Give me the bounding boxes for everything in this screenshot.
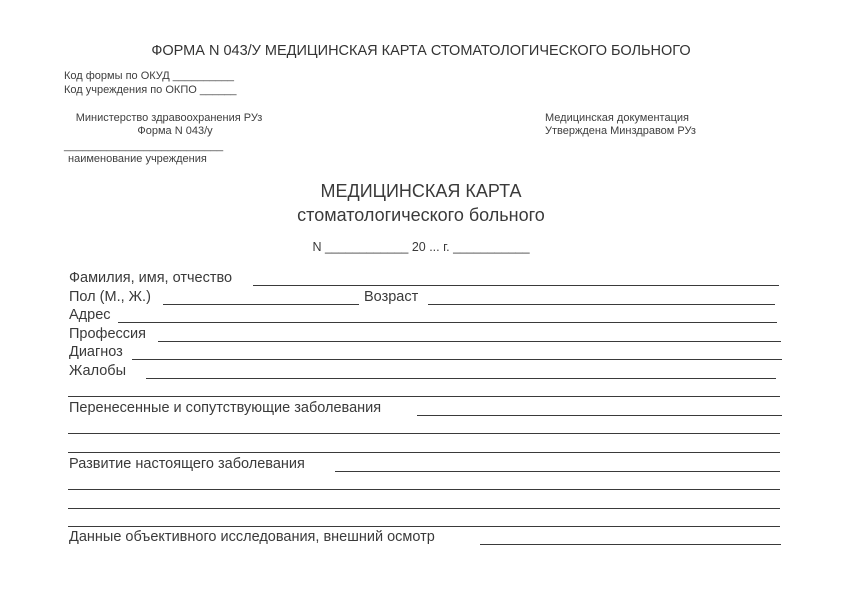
field-past-diseases-line[interactable] bbox=[417, 415, 782, 416]
okpo-code: Код учреждения по ОКПО ______ bbox=[64, 84, 237, 96]
field-complaints-extra-line[interactable] bbox=[68, 396, 780, 397]
field-fio-line[interactable] bbox=[253, 285, 779, 286]
page-title: ФОРМА N 043/У МЕДИЦИНСКАЯ КАРТА СТОМАТОЛОГИЧЕСКОГО БОЛЬНОГО bbox=[151, 43, 691, 59]
field-fio-label: Фамилия, имя, отчество bbox=[69, 270, 233, 286]
ministry-name: Министерство здравоохранения РУз bbox=[75, 112, 263, 124]
form-number: Форма N 043/у bbox=[137, 125, 213, 137]
field-objective-exam-label: Данные объективного исследования, внешний осмотр bbox=[69, 529, 435, 545]
card-title: МЕДИЦИНСКАЯ КАРТА bbox=[320, 181, 522, 201]
field-profession-line[interactable] bbox=[158, 341, 781, 342]
institution-blank: __________________________ bbox=[64, 140, 224, 152]
field-address-line[interactable] bbox=[118, 322, 777, 323]
field-past-diseases-extra-line-2[interactable] bbox=[68, 452, 780, 453]
field-profession-label: Профессия bbox=[69, 326, 146, 342]
approval-note: Утверждена Минздравом РУз bbox=[545, 125, 696, 137]
field-complaints-label: Жалобы bbox=[69, 363, 127, 379]
field-current-disease-extra-line-3[interactable] bbox=[68, 526, 780, 527]
field-diagnosis-line[interactable] bbox=[132, 359, 782, 360]
field-sex-label: Пол (М., Ж.) bbox=[69, 289, 151, 305]
field-address-label: Адрес bbox=[69, 307, 111, 323]
field-current-disease-extra-line-1[interactable] bbox=[68, 489, 780, 490]
field-current-disease-line[interactable] bbox=[335, 471, 780, 472]
field-current-disease-label: Развитие настоящего заболевания bbox=[69, 456, 305, 472]
field-complaints-line[interactable] bbox=[146, 378, 776, 379]
field-age-label: Возраст bbox=[364, 289, 419, 305]
card-number-line: N ____________ 20 ... г. ___________ bbox=[312, 240, 530, 254]
field-sex-line[interactable] bbox=[163, 304, 359, 305]
card-subtitle: стоматологического больного bbox=[297, 205, 545, 225]
field-objective-exam-line[interactable] bbox=[480, 544, 781, 545]
field-past-diseases-extra-line-1[interactable] bbox=[68, 433, 780, 434]
okud-code: Код формы по ОКУД __________ bbox=[64, 70, 234, 82]
field-past-diseases-label: Перенесенные и сопутствующие заболевания bbox=[69, 400, 382, 416]
medical-documentation: Медицинская документация bbox=[545, 112, 689, 124]
field-current-disease-extra-line-2[interactable] bbox=[68, 508, 780, 509]
field-diagnosis-label: Диагноз bbox=[69, 344, 123, 360]
institution-caption: наименование учреждения bbox=[68, 153, 207, 165]
field-age-line[interactable] bbox=[428, 304, 775, 305]
